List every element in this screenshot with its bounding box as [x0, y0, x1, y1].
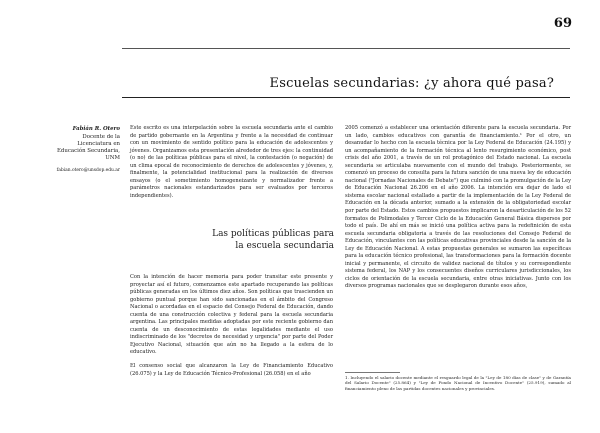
header-rule [122, 48, 570, 49]
author-email: fabian.otero@unsdop.edu.ar [56, 168, 120, 174]
page-number: 69 [553, 16, 572, 31]
author-affiliation-line: Docente de la [82, 134, 120, 141]
intro-column [130, 125, 333, 200]
author-affiliation-line: UNM [105, 155, 120, 162]
author-affiliation-line: Licenciatura en [77, 141, 120, 148]
author-block [48, 126, 120, 175]
right-column [345, 125, 571, 291]
author-name: Fabián R. Otero [72, 126, 120, 132]
intro-paragraph: Este escrito es una interpelación sobre la escuela secundaria ante el cambio de partido gobernante en la Argentina y frente a la necesidad de continuar con un movimiento de sentido político para la educación de adolescentes y jóvenes. Organizamos esta presentación alrededor de tres ejes: la continuidad (o no) de las políticas públicas para el nivel, la contestación (o negación) de un clima epocal de reconocimiento de derechos de adolescentes y jóvenes, y, finalmente, la potencialidad institucional para la realización de diversos ensayos (o el sometimiento homogeneizante y normalizador frente a parámetros nacionales estandarizados para ser evaluados por terceros independientes). [130, 125, 333, 199]
footnote: 1. Incluyendo el salario docente mediante el resguardo legal de la "Ley de 180 días de clase" y de Garantía del Salario Docente" (25.864) y "Ley de Fondo Nacional de Incentivo Docente" (25.919), sumado al financiamiento pleno de las partidas docentes nacionales y provinciales. [345, 375, 571, 391]
section-heading-line: la escuela secundaria [235, 240, 334, 251]
section-body [130, 274, 333, 378]
author-affiliation-line: Educación Secundaria, [56, 148, 120, 155]
section-heading-line: Las políticas públicas para [212, 229, 334, 239]
section-heading [190, 229, 334, 252]
footnote-rule [345, 372, 400, 373]
title-rule [122, 97, 570, 98]
body-paragraph: El consenso social que alcanzaron la Ley de Financiamiento Educativo (26.075) y la Ley de Educación Técnico-Profesional (26.058) en el año [130, 363, 333, 377]
article-title: Escuelas secundarias: ¿y ahora qué pasa? [269, 76, 554, 91]
body-paragraph: 2005 comenzó a establecer una orientación diferente para la escuela secundaria. Por un lado, cambios educativos con garantía de financiamiento.¹ Por el otro, un desanudar lo hecho con la escuela técnica por la Ley Federal de Educación (24.195) y un acompañamiento de la formación técnica al lento resurgimiento económico, post crisis del año 2001, a través de un rol protagónico del Estado nacional. La escuela secundaria se articulaba nuevamente con el mundo del trabajo. Posteriormente, se comenzó un proceso de consulta para la futura sanción de una nueva ley de educación nacional ("Jornadas Nacionales de Debate") que culminó con la promulgación de la Ley de Educación Nacional 26.206 en el año 2006. La intención era dejar de lado el sistema escolar nacional estallado a partir de la implementación de la Ley Federal de Educación en la década anterior, sumado a la extensión de la obligatoriedad escolar por parte del Estado. Estos cambios propuestos implicaron la desarticulación de los 52 formatos de Polimodales y Tercer Ciclo de la Educación General Básica dispersos por todo el país. De ahí en más se inició una política activa para la redefinición de esta escuela secundaria obligatoria a través de las resoluciones del Consejo Federal de Educación, vinculantes con las políticas educativas provinciales desde la sanción de la Ley de Educación Nacional. A estas propuestas generales se sumaron las específicas para la educación técnico profesional, las transformaciones para la formación docente inicial y permanente, el circuito de validez nacional de títulos y su correspondiente sistema federal, los NAP y los consecuentes diseños curriculares jurisdiccionales, los ciclos de orientación de la escuela secundaria, entre otras iniciativas. Junto con los diversos programas nacionales que se desplegaron durante esos años, [345, 125, 571, 290]
body-paragraph: Con la intención de hacer memoria para poder transitar este presente y proyectar así el futuro, comenzamos este apartado recuperando las políticas públicas generadas en los últimos diez años. Son políticas que trascienden un gobierno puntual porque han sido sancionadas en el ámbito del Congreso Nacional o acordadas en el espacio del Consejo Federal de Educación, dando cuenta de una construcción colectiva y federal para la escuela secundaria argentina. Las principales medidas adoptadas por este reciente gobierno dan cuenta de un desconocimiento de estas legalidades mediante el uso indiscriminado de los "decretos de necesidad y urgencia" por parte del Poder Ejecutivo Nacional, situación que aún no ha llegado a la esfera de lo educativo. [130, 274, 333, 356]
